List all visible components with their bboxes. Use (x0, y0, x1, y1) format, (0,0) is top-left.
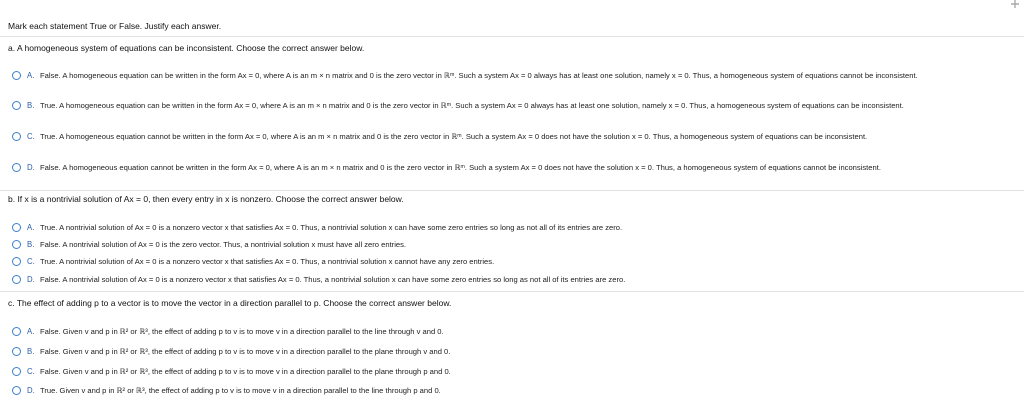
option-text: True. A nontrivial solution of Ax = 0 is a nonzero vector x that satisfies Ax = 0. Thus, a nontrivial solution x can have some zero entries so long as not all of its entries are zero. (40, 223, 623, 232)
option-text: False. A nontrivial solution of Ax = 0 is a nonzero vector x that satisfies Ax = 0. Thus, a nontrivial solution x can have some zero entries so long as not all of its entries are zero. (40, 275, 626, 284)
part-b-option-c[interactable] (12, 257, 1016, 267)
part-c-option-b[interactable] (12, 347, 1016, 357)
option-letter: D. (27, 163, 35, 172)
divider (0, 291, 1024, 292)
part-a-option-b[interactable] (12, 101, 1016, 111)
option-text: False. Given v and p in ℝ² or ℝ³, the effect of adding p to v is to move v in a direction parallel to the plane through p and 0. (40, 367, 451, 376)
option-text: True. Given v and p in ℝ² or ℝ³, the effect of adding p to v is to move v in a direction parallel to the line through p and 0. (40, 386, 441, 395)
part-a-option-a[interactable] (12, 71, 1016, 81)
radio-button[interactable] (12, 71, 21, 80)
option-letter: B. (27, 347, 35, 356)
option-letter: A. (27, 223, 35, 232)
part-c-option-c[interactable] (12, 367, 1016, 377)
option-letter: A. (27, 71, 35, 80)
radio-button[interactable] (12, 163, 21, 172)
option-text: False. Given v and p in ℝ² or ℝ³, the effect of adding p to v is to move v in a direction parallel to the line through v and 0. (40, 327, 444, 336)
instructions-text: Mark each statement True or False. Justify each answer. (8, 21, 222, 31)
part-a-prompt: a. A homogeneous system of equations can be inconsistent. Choose the correct answer below. (8, 43, 365, 53)
part-c-option-d[interactable] (12, 386, 1016, 396)
plus-icon[interactable] (1009, 0, 1021, 8)
radio-button[interactable] (12, 367, 21, 376)
option-letter: A. (27, 327, 35, 336)
part-a-option-c[interactable] (12, 132, 1016, 142)
option-letter: C. (27, 132, 35, 141)
radio-button[interactable] (12, 257, 21, 266)
radio-button[interactable] (12, 132, 21, 141)
option-text: True. A homogeneous equation cannot be written in the form Ax = 0, where A is an m × n matrix and 0 is the zero vector in ℝᵐ. Such a system Ax = 0 does not have the solution x = 0. Thus, a homogeneous system of equations can be inconsistent. (40, 132, 868, 141)
part-b-option-b[interactable] (12, 240, 1016, 250)
radio-button[interactable] (12, 101, 21, 110)
radio-button[interactable] (12, 347, 21, 356)
radio-button[interactable] (12, 223, 21, 232)
part-b-option-d[interactable] (12, 275, 1016, 285)
divider (0, 36, 1024, 37)
option-text: False. A homogeneous equation can be written in the form Ax = 0, where A is an m × n matrix and 0 is the zero vector in ℝᵐ. Such a system Ax = 0 always has at least one solution, namely x = 0. Thus, a homogeneous system of equations cannot be inconsistent. (40, 71, 918, 80)
divider (0, 190, 1024, 191)
part-c-option-a[interactable] (12, 327, 1016, 337)
part-a-option-d[interactable] (12, 163, 1016, 173)
option-text: False. A nontrivial solution of Ax = 0 is the zero vector. Thus, a nontrivial solution x must have all zero entries. (40, 240, 407, 249)
option-letter: D. (27, 386, 35, 395)
option-text: True. A homogeneous equation can be written in the form Ax = 0, where A is an m × n matrix and 0 is the zero vector in ℝᵐ. Such a system Ax = 0 always has at least one solution, namely x = 0. Thus, a homogeneous system of equations can be inconsistent. (40, 101, 904, 110)
radio-button[interactable] (12, 327, 21, 336)
radio-button[interactable] (12, 275, 21, 284)
part-b-option-a[interactable] (12, 223, 1016, 233)
option-letter: D. (27, 275, 35, 284)
part-c-prompt: c. The effect of adding p to a vector is to move the vector in a direction parallel to p. Choose the correct answer below. (8, 298, 452, 308)
radio-button[interactable] (12, 240, 21, 249)
part-b-prompt: b. If x is a nontrivial solution of Ax = 0, then every entry in x is nonzero. Choose the correct answer below. (8, 194, 404, 204)
option-letter: C. (27, 367, 35, 376)
option-letter: C. (27, 257, 35, 266)
option-letter: B. (27, 101, 35, 110)
radio-button[interactable] (12, 386, 21, 395)
option-text: False. Given v and p in ℝ² or ℝ³, the effect of adding p to v is to move v in a direction parallel to the plane through v and 0. (40, 347, 451, 356)
option-text: True. A nontrivial solution of Ax = 0 is a nonzero vector x that satisfies Ax = 0. Thus, a nontrivial solution x cannot have any zero entries. (40, 257, 495, 266)
option-letter: B. (27, 240, 35, 249)
option-text: False. A homogeneous equation cannot be written in the form Ax = 0, where A is an m × n matrix and 0 is the zero vector in ℝᵐ. Such a system Ax = 0 does not have the solution x = 0. Thus, a homogeneous system of equations cannot be inconsistent. (40, 163, 881, 172)
